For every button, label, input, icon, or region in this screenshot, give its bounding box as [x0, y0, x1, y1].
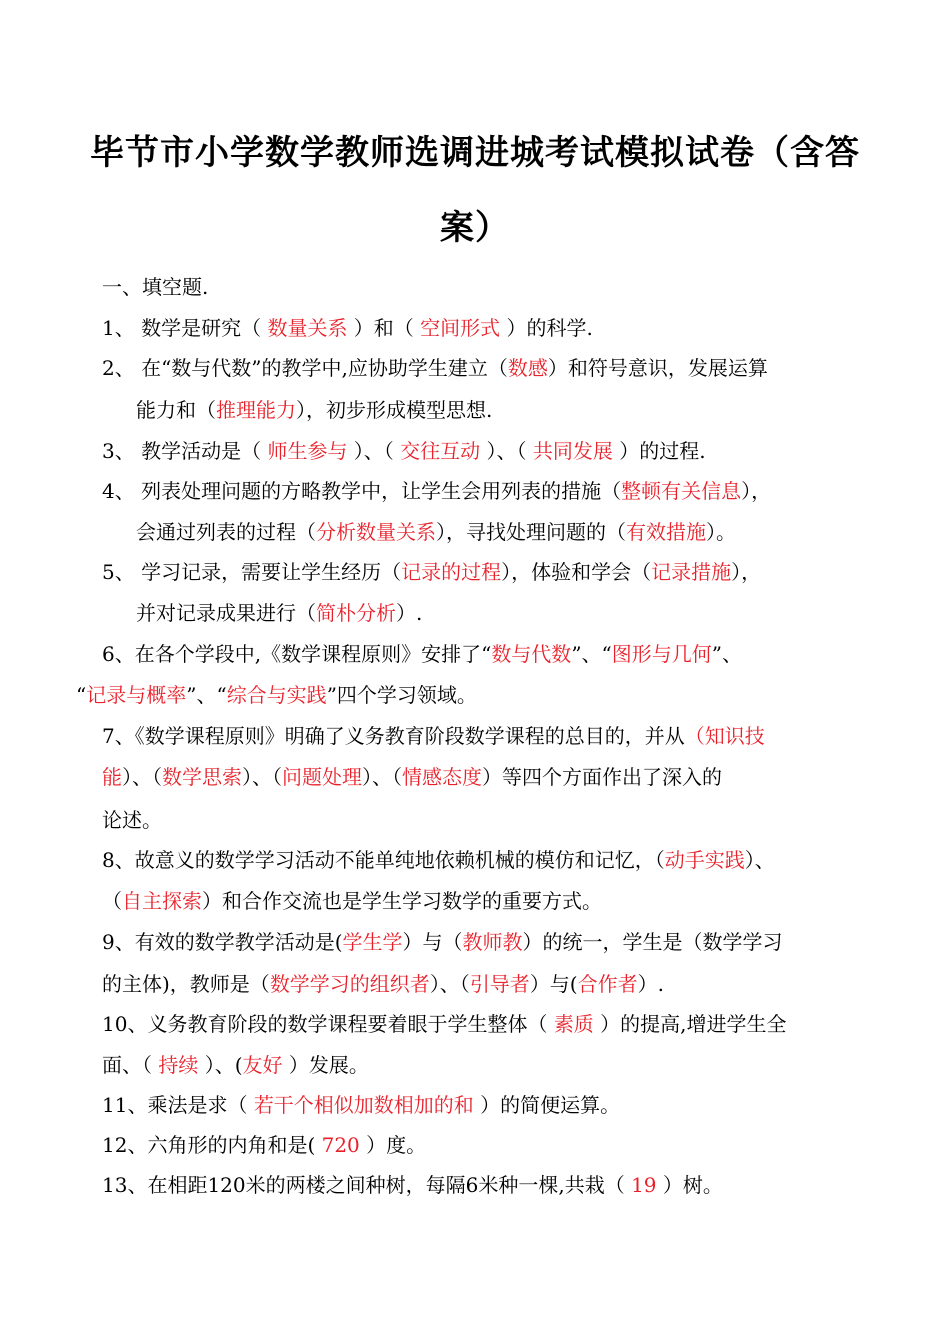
question-text: （: [102, 889, 122, 913]
question-text: 9、有效的数学教学活动是(: [102, 930, 343, 954]
answer-text: 引导者: [469, 972, 530, 996]
section-heading: 一、填空题.: [102, 275, 209, 299]
answer-text: 师生参与: [267, 439, 348, 463]
question-line: [102, 927, 783, 957]
question-text: 8、故意义的数学学习活动不能单纯地依赖机械的模仿和记忆，（: [102, 848, 665, 872]
question-text: 12、六角形的内角和是(: [102, 1133, 322, 1157]
question-text: ）发展。: [282, 1053, 369, 1077]
question-text: 5、 学习记录，需要让学生经历（: [102, 560, 402, 584]
answer-text: 19: [631, 1173, 657, 1197]
question-text: ”四个学习领域。: [326, 683, 477, 707]
question-text: ）、（: [242, 765, 282, 789]
question-text: ）的提高,增进学生全: [593, 1012, 787, 1036]
question-text: ）.: [396, 601, 423, 625]
answer-text: 若干个相似加数相加的和: [253, 1093, 474, 1117]
question-line: [102, 353, 768, 383]
question-text: ）、（: [347, 439, 401, 463]
question-text: 面、（: [102, 1053, 159, 1077]
question-line: [102, 476, 771, 506]
answer-text: 问题处理: [282, 765, 362, 789]
question-line: [102, 436, 706, 466]
question-text: ）的过程.: [612, 439, 706, 463]
answer-text: 记录的过程: [401, 560, 502, 584]
answer-text: 数感: [507, 356, 548, 380]
question-text: ），初步形成模型思想.: [296, 398, 493, 422]
answer-text: 数量关系: [267, 316, 348, 340]
answer-text: 持续: [158, 1053, 199, 1077]
question-text: ）.: [637, 972, 664, 996]
answer-text: 学生学: [342, 930, 403, 954]
answer-text: 共同发展: [532, 439, 613, 463]
answer-text: 自主探索: [122, 889, 202, 913]
question-text: “: [76, 683, 87, 707]
question-text: ）的简便运算。: [473, 1093, 621, 1117]
question-text: 2、 在“数与代数”的教学中,应协助学生建立（: [102, 356, 508, 380]
question-line: [102, 1130, 426, 1160]
question-text: 会通过列表的过程（: [136, 520, 316, 544]
question-text: ）和合作交流也是学生学习数学的重要方式。: [202, 889, 602, 913]
question-text: 7、《数学课程原则》明确了义务教育阶段数学课程的总目的，并从: [102, 724, 685, 748]
question-text: 3、 教学活动是（: [102, 439, 268, 463]
answer-text: 记录与概率: [86, 683, 187, 707]
question-line: [136, 517, 736, 547]
answer-text: 交往互动: [400, 439, 481, 463]
question-text: ），寻找处理问题的（: [436, 520, 626, 544]
question-text: 的主体)，教师是（: [102, 972, 270, 996]
question-text: 11、乘法是求（: [102, 1093, 254, 1117]
question-text: ）的统一，学生是（数学学习: [522, 930, 783, 954]
document-title-line-2: 案）: [440, 208, 510, 248]
question-text: ）、（: [362, 765, 402, 789]
answer-text: （知识技: [684, 724, 765, 748]
answer-text: 动手实践: [664, 848, 745, 872]
question-line: [102, 969, 664, 999]
question-line: [102, 1090, 620, 1120]
question-line: [102, 845, 775, 875]
question-text: ）度。: [359, 1133, 427, 1157]
answer-text: 友好: [242, 1053, 283, 1077]
question-text: 论述。: [102, 808, 162, 832]
answer-text: 整顿有关信息: [621, 479, 742, 503]
question-line: [102, 721, 765, 751]
question-text: 并对记录成果进行（: [136, 601, 316, 625]
question-text: 4、 列表处理问题的方略教学中，让学生会用列表的措施（: [102, 479, 622, 503]
question-text: ）与(: [529, 972, 578, 996]
question-line: [136, 598, 422, 628]
answer-text: 综合与实践: [226, 683, 327, 707]
question-line: [76, 680, 477, 710]
question-line: [102, 762, 722, 792]
question-text: 1、 数学是研究（: [102, 316, 268, 340]
question-text: ）、（: [480, 439, 533, 463]
answer-text: 教师教: [462, 930, 523, 954]
question-text: ）。: [706, 520, 736, 544]
document-title-line-1: 毕节市小学数学教师选调进城考试模拟试卷（含答: [90, 133, 860, 173]
question-text: ）、（: [429, 972, 470, 996]
answer-text: 情感态度: [402, 765, 482, 789]
question-text: ），体验和学会（: [501, 560, 652, 584]
question-text: ）、(: [198, 1053, 243, 1077]
question-text: ）树。: [656, 1173, 723, 1197]
question-line: [102, 1050, 369, 1080]
question-line: [102, 557, 761, 587]
question-text: ）、（: [122, 765, 162, 789]
question-text: 6、在各个学段中,《数学课程原则》安排了“: [102, 642, 492, 666]
answer-text: 图形与几何: [611, 642, 712, 666]
answer-text: 简朴分析: [316, 601, 396, 625]
answer-text: 记录措施: [651, 560, 732, 584]
answer-text: 数与代数: [491, 642, 572, 666]
question-line: [102, 1170, 723, 1200]
question-text: 13、在相距120米的两楼之间种树，每隔6米种一棵,共栽（: [102, 1173, 632, 1197]
answer-text: 数学思索: [162, 765, 242, 789]
answer-text: 合作者: [577, 972, 638, 996]
question-text: ），: [741, 479, 772, 503]
answer-text: 数学学习的组织者: [269, 972, 430, 996]
answer-text: 有效措施: [626, 520, 706, 544]
question-text: ”、“: [186, 683, 227, 707]
question-text: 10、义务教育阶段的数学课程要着眼于学生整体（: [102, 1012, 554, 1036]
question-line: [136, 395, 492, 425]
answer-text: 720: [321, 1133, 360, 1157]
question-line: [102, 805, 162, 835]
question-text: ”、“: [571, 642, 612, 666]
question-line: [102, 886, 602, 916]
question-line: [102, 639, 742, 669]
question-text: ”、: [711, 642, 742, 666]
question-text: 能力和（: [136, 398, 216, 422]
question-line: [102, 313, 593, 343]
answer-text: 空间形式: [420, 316, 501, 340]
question-line: [102, 1009, 787, 1039]
answer-text: 推理能力: [216, 398, 296, 422]
answer-text: 素质: [553, 1012, 594, 1036]
question-text: ）的科学.: [500, 316, 593, 340]
question-text: ）、: [744, 848, 775, 872]
question-text: ）和（: [347, 316, 421, 340]
question-text: ）等四个方面作出了深入的: [482, 765, 722, 789]
answer-text: 分析数量关系: [316, 520, 436, 544]
question-text: ）与（: [402, 930, 463, 954]
question-text: ）和符号意识，发展运算: [547, 356, 768, 380]
question-text: ），: [731, 560, 762, 584]
answer-text: 能: [102, 765, 122, 789]
